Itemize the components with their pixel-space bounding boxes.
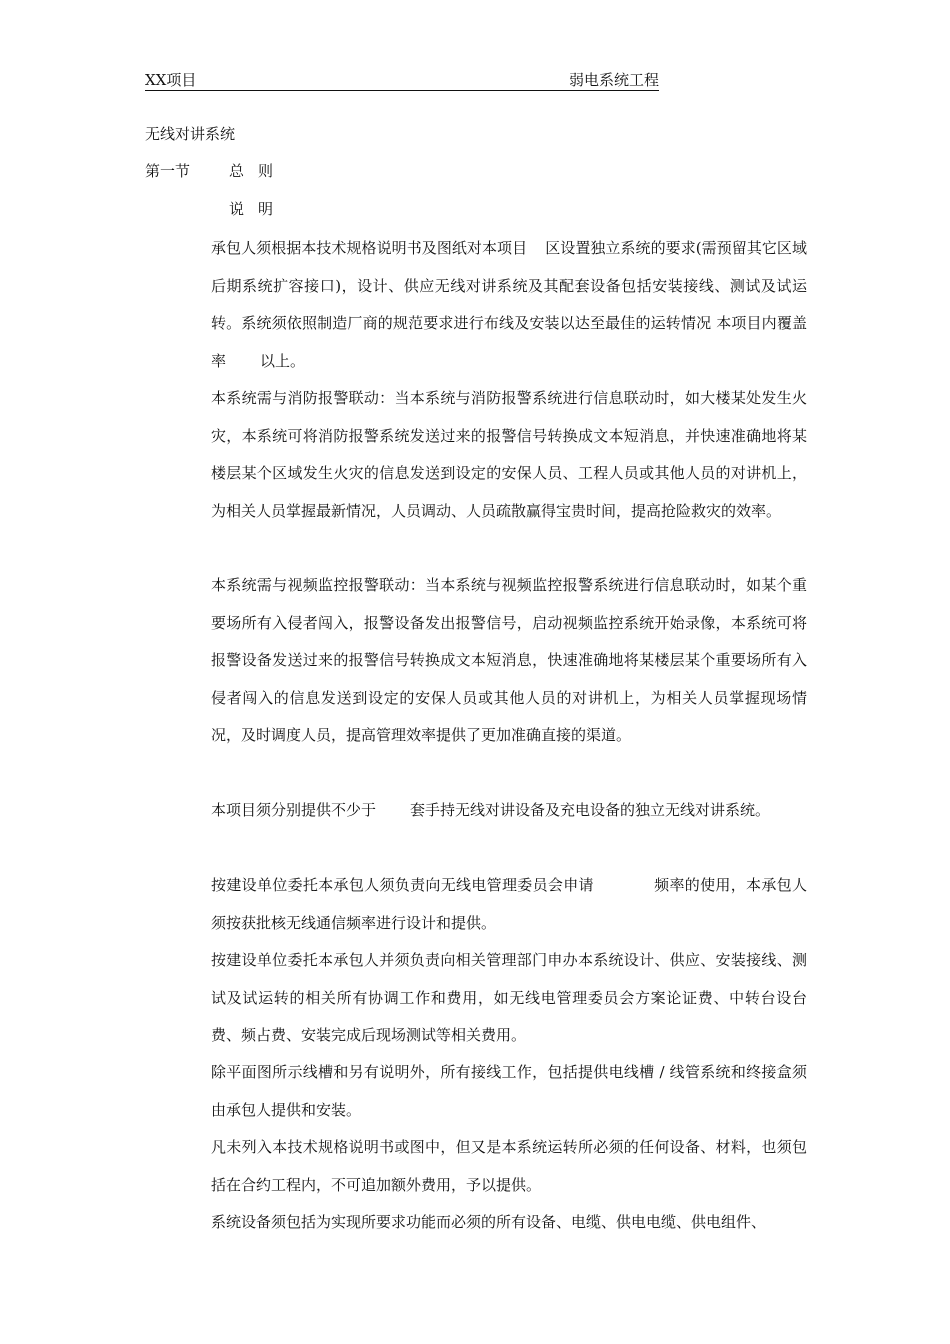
paragraph-wiring: 除平面图所示线槽和另有说明外，所有接线工作，包括提供电线槽 / 线管系统和终接盒须由承包人提供和安装。	[211, 1063, 807, 1119]
paragraph-fire-alarm-linkage: 本系统需与消防报警联动：当本系统与消防报警系统进行信息联动时，如大楼某处发生火灾，本系统可将消防报警系统发送过来的报警信号转换成文本短消息，并快速准确地将某楼层某个区域发生火灾的信息发送到设定的安保人员、工程人员或其他人员的对讲机上，为相关人员掌握最新情况，人员调动、人员疏散赢得宝贵时间，提高抢险救灾的效率。	[211, 389, 807, 520]
paragraph-frequency-text-2: 频率的使用，本承包人须按获批核无线通信频率进行设计和提供。	[211, 876, 807, 932]
paragraph-handset-quantity	[211, 792, 807, 830]
paragraph-handset-text-2: 套手持无线对讲设备及充电设备的独立无线对讲系统。	[410, 801, 771, 819]
header-document-category: 弱电系统工程	[568, 71, 659, 89]
paragraph-video-alarm-linkage: 本系统需与视频监控报警联动：当本系统与视频监控报警系统进行信息联动时，如某个重要场所有入侵者闯入，报警设备发出报警信号，启动视频监控系统开始录像，本系统可将报警设备发送过来的报警信号转换成文本短消息，快速准确地将某楼层某个重要场所有入侵者闯入的信息发送到设定的安保人员或其他人员的对讲机上，为相关人员掌握现场情况，及时调度人员，提高管理效率提供了更加准确直接的渠道。	[211, 576, 807, 744]
paragraph-system-equipment: 系统设备须包括为实现所要求功能而必须的所有设备、电缆、供电电缆、供电组件、	[211, 1213, 767, 1231]
subheading: 说明	[229, 200, 288, 218]
paragraph-frequency-text-1: 按建设单位委托本承包人须负责向无线电管理委员会申请	[211, 876, 594, 894]
section-heading	[145, 161, 287, 181]
page-header	[145, 70, 659, 91]
paragraph-scope-text-3: 以上。	[260, 351, 306, 370]
paragraph-handset-text-1: 本项目须分别提供不少于	[211, 801, 377, 819]
section-label: 第一节	[145, 162, 191, 180]
paragraph-coordination-fees: 按建设单位委托本承包人并须负责向相关管理部门申办本系统设计、供应、安装接线、测试及试运转的相关所有协调工作和费用，如无线电管理委员会方案论证费、中转台设台费、频占费、安装完成后现场测试等相关费用。	[211, 951, 807, 1044]
paragraph-unlisted-equipment: 凡未列入本技术规格说明书或图中，但又是本系统运转所必须的任何设备、材料，也须包括在合约工程内，不可追加额外费用，予以提供。	[211, 1138, 807, 1194]
section-name: 总则	[229, 162, 288, 180]
paragraph-scope-text-2: 区设置独立系统的要求(需预留其它区域后期系统扩容接口)，设计、供应无线对讲系统及其配套设备包括安装接线、测试及试运转。系统须依照制造厂商的规范要求进行布线及安装以达至最佳的运转情况 本项目内覆盖率	[211, 239, 807, 370]
paragraph-scope-text-1: 承包人须根据本技术规格说明书及图纸对本项目	[211, 239, 528, 257]
header-project-name: XX项目	[145, 71, 197, 89]
document-title: 无线对讲系统	[145, 125, 236, 143]
paragraph-scope	[211, 230, 807, 380]
paragraph-frequency-application	[211, 867, 807, 942]
